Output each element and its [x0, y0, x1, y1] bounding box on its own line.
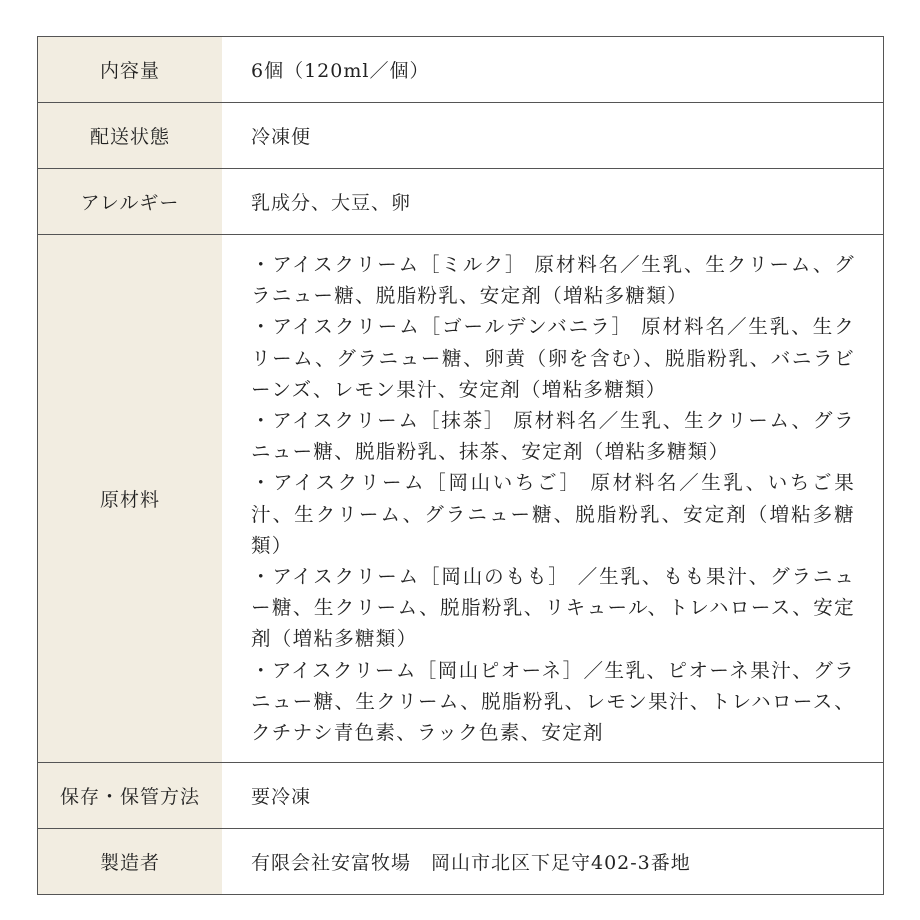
spec-value-ingredients [222, 235, 884, 763]
spec-label-allergy: アレルギー [38, 169, 223, 235]
ingredient-item-matcha: ・アイスクリーム［抹茶］ 原材料名／生乳、生クリーム、グラニュー糖、脱脂粉乳、抹茶、安定剤（増粘多糖類） [251, 409, 855, 464]
ingredient-item-milk: ・アイスクリーム［ミルク］ 原材料名／生乳、生クリーム、グラニュー糖、脱脂粉乳、安定剤（増粘多糖類） [251, 253, 855, 308]
ingredient-item-okayama-pione: ・アイスクリーム［岡山ピオーネ］／生乳、ピオーネ果汁、グラニュー糖、生クリーム、脱脂粉乳、レモン果汁、トレハロース、クチナシ青色素、ラック色素、安定剤 [251, 658, 855, 745]
spec-label-delivery: 配送状態 [38, 103, 223, 169]
ingredient-item-okayama-peach: ・アイスクリーム［岡山のもも］ ／生乳、もも果汁、グラニュー糖、生クリーム、脱脂粉乳、リキュール、トレハロース、安定剤（増粘多糖類） [251, 565, 855, 651]
spec-label-ingredients: 原材料 [38, 235, 223, 763]
spec-row-contents [38, 37, 884, 103]
spec-row-allergy [38, 169, 884, 235]
spec-value-contents: 6個（120ml／個） [222, 37, 884, 103]
ingredient-item-golden-vanilla: ・アイスクリーム［ゴールデンバニラ］ 原材料名／生乳、生クリーム、グラニュー糖、卵黄（卵を含む）、脱脂粉乳、バニラビーンズ、レモン果汁、安定剤（増粘多糖類） [251, 315, 855, 401]
spec-row-storage [38, 763, 884, 829]
spec-label-manufacturer: 製造者 [38, 829, 223, 895]
spec-value-delivery: 冷凍便 [222, 103, 884, 169]
spec-value-manufacturer: 有限会社安富牧場 岡山市北区下足守402-3番地 [222, 829, 884, 895]
spec-value-allergy: 乳成分、大豆、卵 [222, 169, 884, 235]
spec-value-storage: 要冷凍 [222, 763, 884, 829]
spec-row-ingredients [38, 235, 884, 763]
spec-label-contents: 内容量 [38, 37, 223, 103]
spec-row-manufacturer [38, 829, 884, 895]
product-spec-table [37, 36, 884, 895]
ingredient-item-okayama-strawberry: ・アイスクリーム［岡山いちご］ 原材料名／生乳、いちご果汁、生クリーム、グラニュー糖、脱脂粉乳、安定剤（増粘多糖類） [251, 471, 855, 557]
spec-label-storage: 保存・保管方法 [38, 763, 223, 829]
spec-row-delivery [38, 103, 884, 169]
